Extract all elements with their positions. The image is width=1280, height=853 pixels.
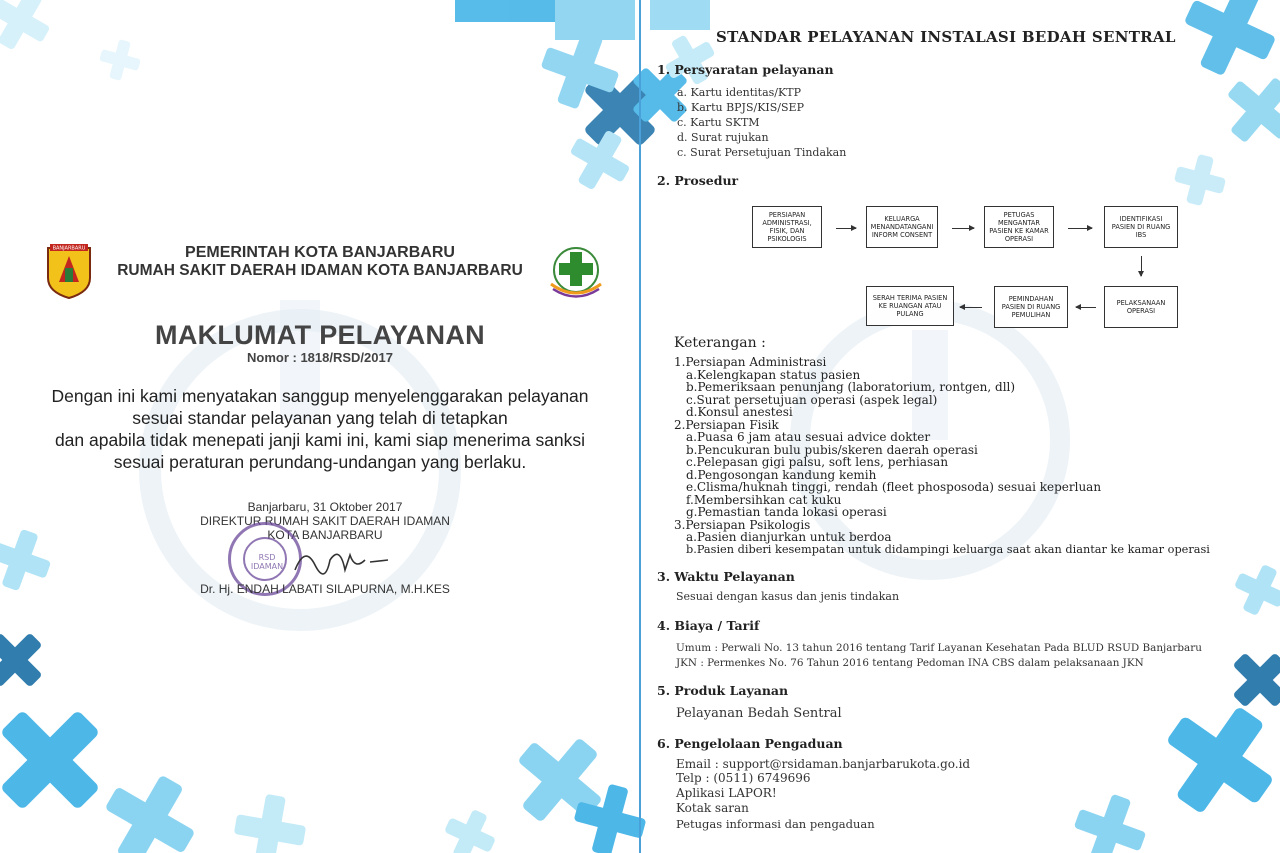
requirement-item: b. Kartu BPJS/KIS/SEP [677, 101, 804, 114]
notes-item: b.Pemeriksaan penunjang (laboratorium, rontgen, dll) [686, 380, 1016, 394]
left-panel [0, 0, 639, 853]
notes-item: f.Membersihkan cat kuku [686, 493, 842, 507]
flow-step: SERAH TERIMA PASIEN KE RUANGAN ATAU PULANG [866, 286, 954, 326]
hospital-logo-icon [545, 240, 607, 302]
city-emblem-icon [46, 242, 92, 300]
notes-item: a.Puasa 6 jam atau sesuai advice dokter [686, 430, 931, 444]
flow-arrow [952, 228, 974, 229]
service-product: Pelayanan Bedah Sentral [676, 706, 842, 721]
notes-item: e.Clisma/huknah tinggi, rendah (fleet phosposoda) sesuai keperluan [686, 480, 1102, 494]
page-title: MAKLUMAT PELAYANAN [155, 320, 485, 350]
complaint-item: Email : support@rsidaman.banjarbarukota.go.id [676, 757, 971, 771]
requirement-item: c. Surat Persetujuan Tindakan [677, 146, 847, 159]
flow-arrow [1076, 307, 1096, 308]
section-heading: 3. Waktu Pelayanan [657, 569, 795, 584]
complaint-item: Aplikasi LAPOR! [676, 786, 777, 800]
complaint-item: Kotak saran [676, 801, 749, 815]
standard-title: STANDAR PELAYANAN INSTALASI BEDAH SENTRAL [716, 28, 1176, 46]
government-name: PEMERINTAH KOTA BANJARBARU [185, 244, 455, 261]
section-heading: 5. Produk Layanan [657, 683, 789, 698]
statement-line: sesuai peraturan perundang-undangan yang berlaku. [113, 452, 527, 472]
notes-item: d.Pengosongan kandung kemih [686, 468, 877, 482]
flow-step: PEMINDAHAN PASIEN DI RUANG PEMULIHAN [994, 286, 1068, 328]
notes-item: 3.Persiapan Psikologis [674, 518, 811, 532]
notes-item: d.Konsul anestesi [686, 405, 793, 419]
notes-item: 2.Persiapan Fisik [674, 418, 779, 432]
signature-icon [290, 540, 390, 580]
signatory-name: Dr. Hj. ENDAH LABATI SILAPURNA, M.H.KES [200, 582, 450, 596]
section-heading: 4. Biaya / Tarif [657, 618, 760, 633]
flow-arrow [836, 228, 856, 229]
flow-arrow [960, 307, 982, 308]
notes-item: b.Pencukuran bulu pubis/skeren daerah operasi [686, 443, 978, 457]
document-number: Nomor : 1818/RSD/2017 [247, 350, 393, 365]
flow-step: KELUARGA MENANDATANGANI INFORM CONSENT [866, 206, 938, 248]
statement-line: dan apabila tidak menepati janji kami ini, kami siap menerima sanksi [54, 430, 586, 450]
flow-arrow [1068, 228, 1092, 229]
requirement-item: a. Kartu identitas/KTP [677, 86, 801, 99]
flow-step: IDENTIFIKASI PASIEN DI RUANG IBS [1104, 206, 1178, 248]
center-divider [639, 0, 641, 853]
position-title: KOTA BANJARBARU [267, 528, 383, 542]
hospital-name: RUMAH SAKIT DAERAH IDAMAN KOTA BANJARBARU [117, 262, 523, 279]
notes-title: Keterangan : [674, 335, 766, 351]
statement-line: sesuai standar pelayanan yang telah di tetapkan [132, 408, 508, 428]
statement-line: Dengan ini kami menyatakan sanggup menyelenggarakan pelayanan [51, 386, 589, 406]
fee-item: JKN : Permenkes No. 76 Tahun 2016 tentang Pedoman INA CBS dalam pelaksanaan JKN [676, 657, 1144, 669]
notes-item: 1.Persiapan Administrasi [674, 355, 827, 369]
flow-arrow [1141, 256, 1142, 276]
position-title: DIREKTUR RUMAH SAKIT DAERAH IDAMAN [200, 514, 450, 528]
notes-item: b.Pasien diberi kesempatan untuk didampingi keluarga saat akan diantar ke kamar operasi [686, 543, 1210, 556]
notes-item: a.Kelengkapan status pasien [686, 368, 861, 382]
requirement-item: d. Surat rujukan [677, 131, 769, 144]
section-heading: 6. Pengelolaan Pengaduan [657, 736, 843, 751]
requirement-item: c. Kartu SKTM [677, 116, 760, 129]
flow-step: PETUGAS MENGANTAR PASIEN KE KAMAR OPERASI [984, 206, 1054, 248]
notes-item: c.Surat persetujuan operasi (aspek legal) [686, 393, 938, 407]
notes-item: a.Pasien dianjurkan untuk berdoa [686, 530, 892, 544]
flow-step: PELAKSANAAN OPERASI [1104, 286, 1178, 328]
fee-item: Umum : Perwali No. 13 tahun 2016 tentang Tarif Layanan Kesehatan Pada BLUD RSUD Banjarbaru [676, 642, 1202, 654]
section-heading: 1. Persyaratan pelayanan [657, 62, 834, 77]
section-heading: 2. Prosedur [657, 173, 739, 188]
complaint-item: Petugas informasi dan pengaduan [676, 817, 875, 831]
place-date: Banjarbaru, 31 Oktober 2017 [247, 500, 403, 514]
complaint-item: Telp : (0511) 6749696 [676, 771, 811, 785]
emblem-label: BANJARBARU [52, 245, 86, 252]
stamp-text: RSD IDAMAN [250, 553, 284, 571]
notes-item: c.Pelepasan gigi palsu, soft lens, perhiasan [686, 455, 949, 469]
service-time: Sesuai dengan kasus dan jenis tindakan [676, 590, 900, 603]
notes-item: g.Pemastian tanda lokasi operasi [686, 505, 887, 519]
flow-step: PERSIAPAN ADMINISTRASI, FISIK, DAN PSIKOLOGIS [752, 206, 822, 248]
